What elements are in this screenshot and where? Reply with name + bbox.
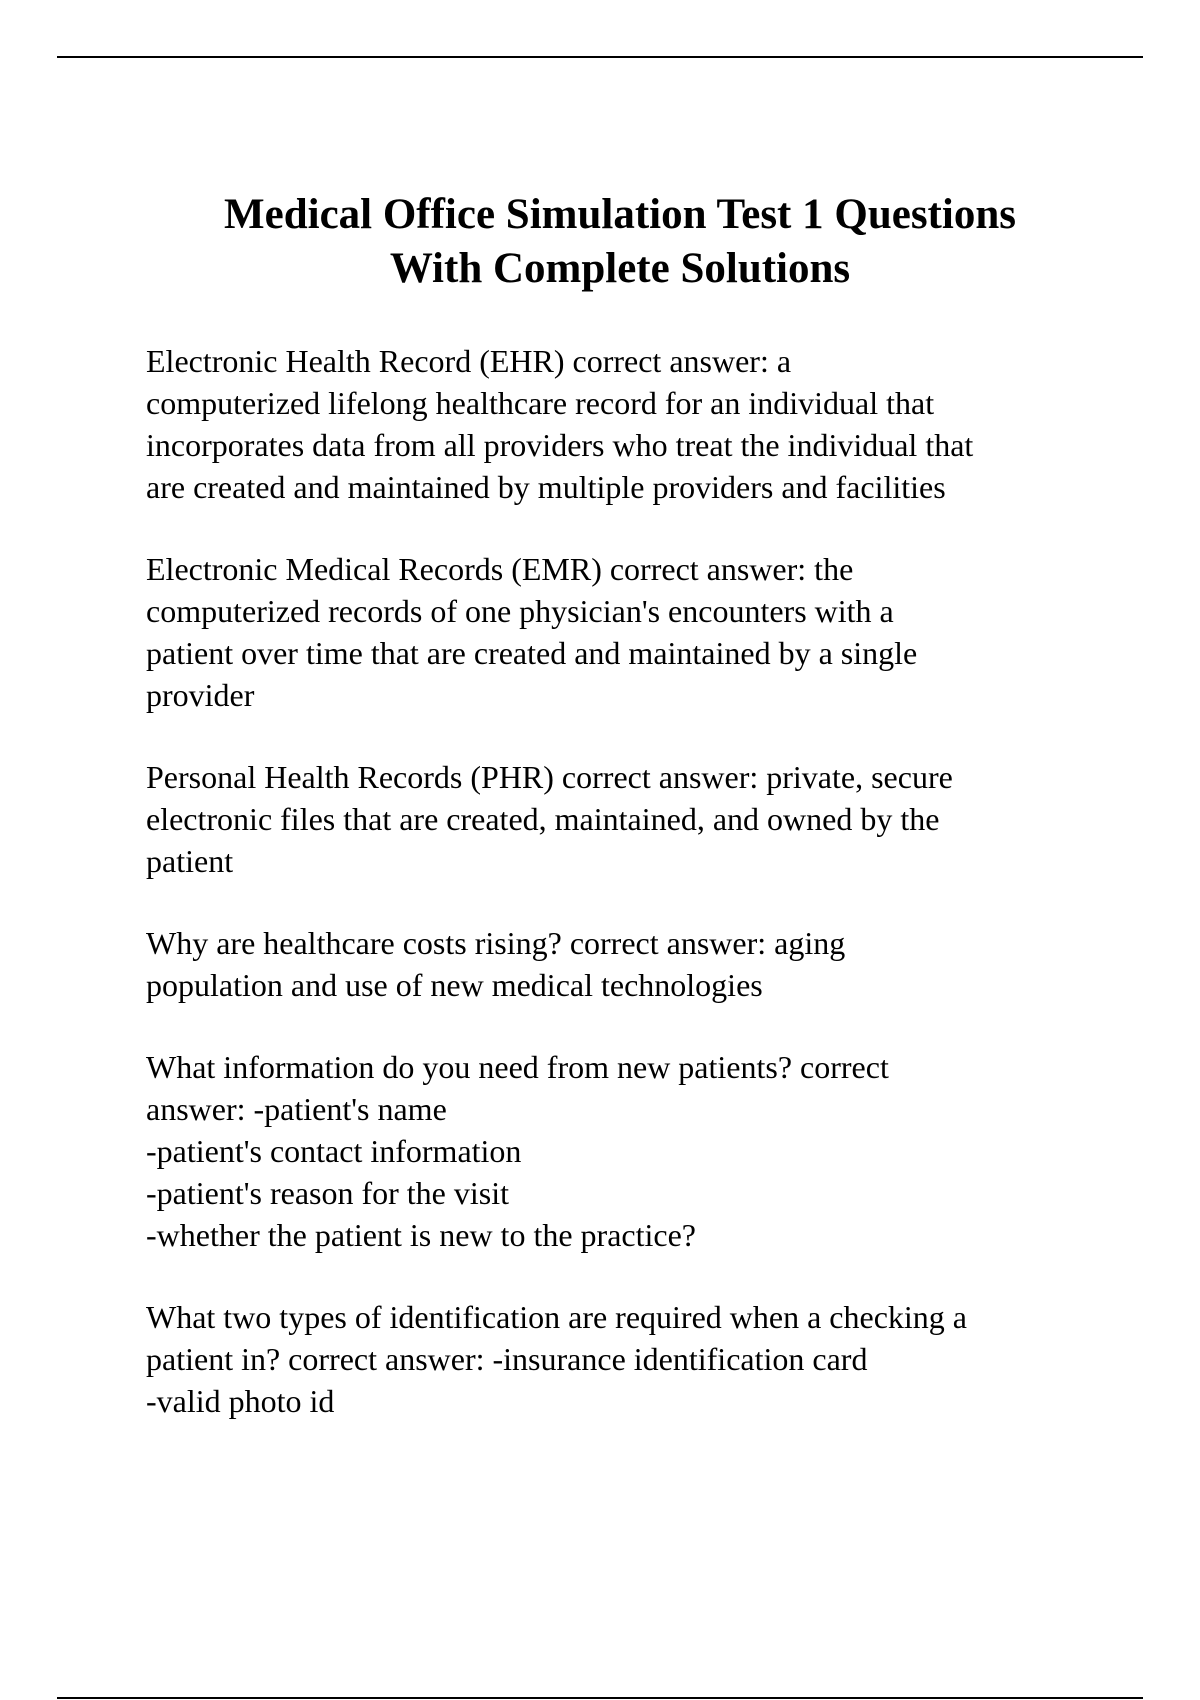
qa-item-emr <box>146 548 1156 716</box>
qa-line: Why are healthcare costs rising? correct answer: aging <box>146 925 846 961</box>
qa-line: patient over time that are created and maintained by a single <box>146 635 918 671</box>
qa-line: incorporates data from all providers who treat the individual that <box>146 427 974 463</box>
qa-line: computerized records of one physician's encounters with a <box>146 593 894 629</box>
qa-line: electronic files that are created, maintained, and owned by the <box>146 801 940 837</box>
qa-line: Personal Health Records (PHR) correct answer: private, secure <box>146 759 953 795</box>
qa-line: -patient's reason for the visit <box>146 1175 509 1211</box>
qa-line: are created and maintained by multiple providers and facilities <box>146 469 946 505</box>
qa-line: Electronic Medical Records (EMR) correct answer: the <box>146 551 854 587</box>
qa-item-healthcare-costs <box>146 922 1156 1006</box>
title-line-1: Medical Office Simulation Test 1 Questions <box>224 191 1016 238</box>
bottom-divider <box>57 1697 1143 1699</box>
qa-line: -valid photo id <box>146 1383 335 1419</box>
qa-line: patient in? correct answer: -insurance identification card <box>146 1341 868 1377</box>
qa-line: Electronic Health Record (EHR) correct answer: a <box>146 343 792 379</box>
qa-item-new-patient-info <box>146 1046 1156 1256</box>
qa-line: patient <box>146 843 234 879</box>
page-title <box>100 188 1140 296</box>
top-divider <box>57 56 1143 58</box>
qa-line: What two types of identification are required when a checking a <box>146 1299 967 1335</box>
qa-item-ehr <box>146 340 1156 508</box>
question-answer-list <box>146 340 1156 1462</box>
qa-line: -patient's contact information <box>146 1133 522 1169</box>
qa-line: -whether the patient is new to the practice? <box>146 1217 696 1253</box>
qa-line: answer: -patient's name <box>146 1091 447 1127</box>
qa-line: population and use of new medical technologies <box>146 967 763 1003</box>
title-line-2: With Complete Solutions <box>389 245 851 292</box>
qa-line: What information do you need from new patients? correct <box>146 1049 889 1085</box>
qa-line: computerized lifelong healthcare record for an individual that <box>146 385 935 421</box>
qa-item-identification <box>146 1296 1156 1422</box>
qa-line: provider <box>146 677 255 713</box>
qa-item-phr <box>146 756 1156 882</box>
